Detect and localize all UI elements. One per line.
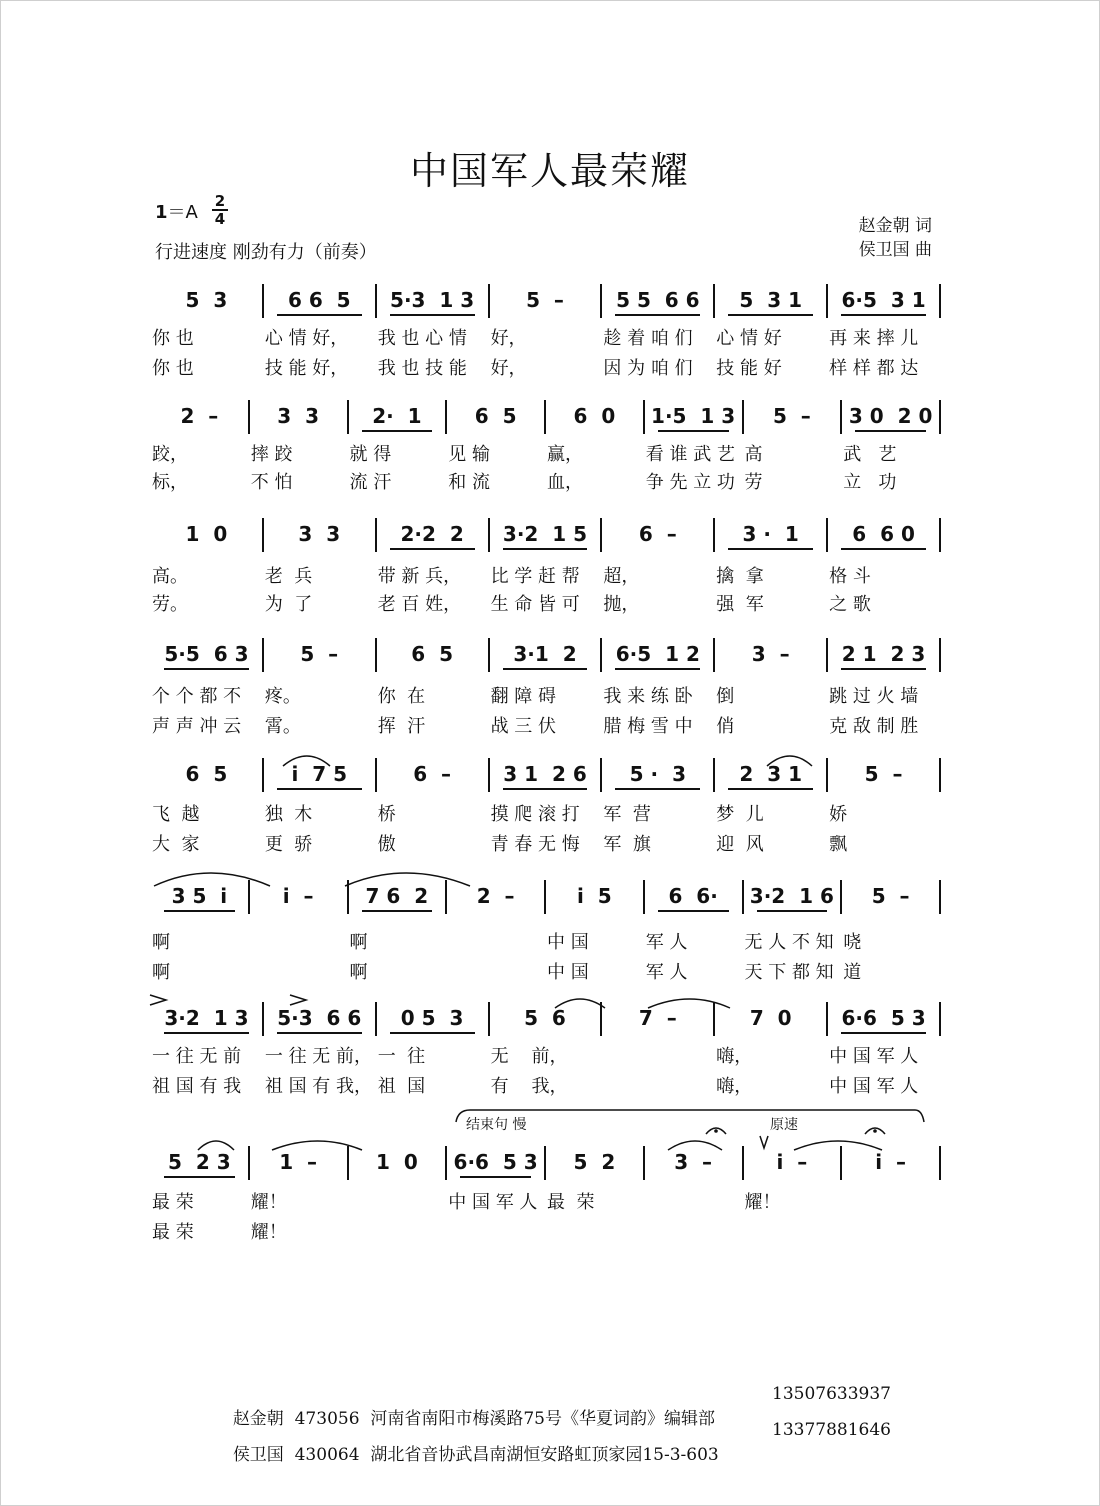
lyric-syllables: 啊 xyxy=(349,932,368,953)
barline xyxy=(939,1002,941,1036)
beam-underline xyxy=(841,314,926,316)
barline xyxy=(826,518,828,552)
measure-notes: 6 5 xyxy=(474,404,517,428)
beam-underline xyxy=(615,668,700,670)
lyric-syllables: 中 国 军 人 xyxy=(829,1046,919,1067)
lyric-line-2 xyxy=(150,960,940,986)
lyric-syllables: 最 荣 xyxy=(152,1192,194,1213)
barline xyxy=(375,518,377,552)
lyric-line-1 xyxy=(150,1190,940,1216)
lyricist-credit: 赵金朝 词 xyxy=(858,216,932,236)
lyric-syllables: 啊 xyxy=(152,962,170,983)
lyric-syllables: 争 先 立 功 xyxy=(645,472,735,493)
lyric-line-1 xyxy=(150,564,940,590)
lyric-syllables: 军 人 xyxy=(645,962,688,983)
measure-notes: 5 2 xyxy=(573,1150,616,1174)
measure-notes: 5 – xyxy=(300,642,339,666)
barline xyxy=(347,880,349,914)
beam-underline xyxy=(362,430,433,432)
measure-notes: 7 0 xyxy=(749,1006,792,1030)
lyric-syllables: 一 往 xyxy=(377,1046,426,1067)
measure-notes: i 5 xyxy=(577,884,612,908)
barline xyxy=(375,638,377,672)
barline xyxy=(262,758,264,792)
lyric-line-2 xyxy=(150,356,940,382)
lyric-syllables: 最 荣 xyxy=(547,1192,595,1213)
measure-notes: 3·2 1 3 xyxy=(164,1006,249,1030)
lyric-syllables: 再 来 摔 儿 xyxy=(829,328,919,349)
measure-notes: 7 6 2 xyxy=(365,884,429,908)
lyric-line-2 xyxy=(150,832,940,858)
lyric-line-1 xyxy=(150,326,940,352)
lyric-line-2 xyxy=(150,470,940,496)
barline xyxy=(600,1002,602,1036)
measure-notes: 5 5 6 6 xyxy=(616,288,700,312)
lyric-syllables: 青 春 无 悔 xyxy=(490,834,580,855)
barline xyxy=(826,758,828,792)
lyric-line-1 xyxy=(150,1044,940,1070)
beam-underline xyxy=(164,1176,235,1178)
lyric-syllables: 祖 国 有 我 xyxy=(152,1076,242,1097)
key-signature: 1＝A xyxy=(155,202,198,223)
beam-underline xyxy=(757,910,828,912)
barline xyxy=(939,400,941,434)
lyric-syllables: 挥 汗 xyxy=(377,716,426,737)
notation-row xyxy=(150,636,940,672)
lyric-syllables: 克 敌 制 胜 xyxy=(829,716,919,737)
tempo-marking: 行进速度 刚劲有力（前奏） xyxy=(155,242,377,263)
lyric-syllables: 好， xyxy=(490,358,527,379)
lyric-syllables: 飘 xyxy=(829,834,848,855)
lyric-syllables: 无 人 不 知 xyxy=(744,932,834,953)
lyric-syllables: 看 谁 武 艺 xyxy=(645,444,735,465)
lyric-syllables: 中 国 xyxy=(547,932,589,953)
lyric-syllables: 哓 xyxy=(843,932,862,953)
lyric-syllables: 中 国 军 人 xyxy=(829,1076,919,1097)
lyric-syllables: 我 来 练 卧 xyxy=(603,686,693,707)
beam-underline xyxy=(460,1176,531,1178)
beam-underline xyxy=(277,1032,362,1034)
measure-notes: i – xyxy=(875,1150,907,1174)
lyric-syllables: 俏 xyxy=(716,716,735,737)
lyric-syllables: 军 旗 xyxy=(603,834,651,855)
lyric-syllables: 更 骄 xyxy=(264,834,313,855)
measure-notes: 5 6 xyxy=(524,1006,566,1030)
footer-line-2: 侯卫国 430064 湖北省音协武昌南湖恒安路虹顶家园15-3-603 13377881646 xyxy=(232,1420,891,1465)
barline xyxy=(600,284,602,318)
barline xyxy=(713,518,715,552)
lyric-syllables: 有 我， xyxy=(490,1076,568,1097)
lyric-syllables: 梦 儿 xyxy=(716,804,764,825)
lyric-syllables: 超， xyxy=(603,566,640,587)
barline xyxy=(840,1146,842,1180)
lyric-syllables: 高。 xyxy=(152,566,188,587)
measure-notes: 5·5 6 3 xyxy=(164,642,249,666)
lyric-syllables: 战 三 伏 xyxy=(490,716,557,737)
lyric-line-1 xyxy=(150,802,940,828)
barline xyxy=(248,1146,250,1180)
tempo-resume-label: 原速 xyxy=(770,1117,798,1133)
measure-notes: 3 1 2 6 xyxy=(503,762,587,786)
barline xyxy=(600,518,602,552)
lyric-syllables: 就 得 xyxy=(349,444,392,465)
beam-underline xyxy=(390,548,475,550)
barline xyxy=(488,518,490,552)
lyric-syllables: 跳 过 火 墙 xyxy=(829,686,919,707)
measure-notes: 6 – xyxy=(413,762,452,786)
barline xyxy=(600,638,602,672)
barline xyxy=(347,1146,349,1180)
lyric-syllables: 腊 梅 雪 中 xyxy=(603,716,693,737)
measure-notes: 3·2 1 6 xyxy=(749,884,834,908)
measure-notes: 3 0 2 0 xyxy=(848,404,933,428)
barline xyxy=(939,638,941,672)
measure-notes: 2 – xyxy=(476,884,515,908)
lyric-syllables: 你 也 xyxy=(152,328,194,349)
barline xyxy=(262,1002,264,1036)
lyric-syllables: 最 荣 xyxy=(152,1222,194,1243)
beam-underline xyxy=(841,1032,926,1034)
measure-notes: 7 – xyxy=(638,1006,677,1030)
beam-underline xyxy=(658,430,729,432)
measure-notes: 5 3 1 xyxy=(739,288,803,312)
lyric-syllables: 擒 拿 xyxy=(716,566,764,587)
lyric-syllables: 强 军 xyxy=(716,594,764,615)
lyric-line-2 xyxy=(150,1220,940,1246)
lyric-syllables: 之 歌 xyxy=(829,594,871,615)
lyric-syllables: 你 在 xyxy=(377,686,426,707)
lyric-syllables: 大 家 xyxy=(152,834,200,855)
measure-notes: 5 – xyxy=(864,762,903,786)
barline xyxy=(248,880,250,914)
lyric-line-1 xyxy=(150,930,940,956)
lyric-syllables: 立 功 xyxy=(843,472,897,493)
barline xyxy=(544,1146,546,1180)
barline xyxy=(347,400,349,434)
barline xyxy=(600,758,602,792)
barline xyxy=(742,880,744,914)
barline xyxy=(713,1002,715,1036)
lyric-syllables: 血， xyxy=(547,472,583,493)
lyric-syllables: 老 百 姓， xyxy=(377,594,462,615)
barline xyxy=(544,880,546,914)
lyric-syllables: 个 个 都 不 xyxy=(152,686,242,707)
lyric-syllables: 赢， xyxy=(547,444,583,465)
lyric-syllables: 我 也 技 能 xyxy=(377,358,467,379)
measure-notes: 5 – xyxy=(526,288,564,312)
beam-underline xyxy=(728,788,813,790)
lyric-syllables: 啊 xyxy=(349,962,368,983)
time-signature: 2 4 xyxy=(212,193,228,227)
lyric-syllables: 中 国 xyxy=(547,962,589,983)
measure-notes: 2·2 2 xyxy=(400,522,464,546)
measure-notes: 6·5 1 2 xyxy=(615,642,700,666)
measure-notes: 3·1 2 xyxy=(513,642,577,666)
lyric-syllables: 祖 国 xyxy=(377,1076,426,1097)
lyric-syllables: 不 怕 xyxy=(250,472,293,493)
beam-underline xyxy=(503,788,588,790)
lyric-syllables: 摔 跤 xyxy=(250,444,293,465)
lyric-syllables: 倒 xyxy=(716,686,735,707)
beam-underline xyxy=(728,314,813,316)
barline xyxy=(826,1002,828,1036)
beam-underline xyxy=(390,314,475,316)
notation-row xyxy=(150,1000,940,1036)
lyric-syllables: 武 艺 xyxy=(843,444,897,465)
beam-underline xyxy=(503,668,588,670)
lyric-syllables: 样 样 都 达 xyxy=(829,358,919,379)
barline xyxy=(375,758,377,792)
barline xyxy=(488,284,490,318)
barline xyxy=(488,1002,490,1036)
barline xyxy=(643,400,645,434)
measure-notes: 6·6 5 3 xyxy=(453,1150,538,1174)
lyric-syllables: 中 国 军 人 xyxy=(448,1192,538,1213)
lyric-syllables: 心 情 好 xyxy=(716,328,782,349)
barline xyxy=(643,880,645,914)
measure-notes: 5·3 1 3 xyxy=(390,288,475,312)
notation-row xyxy=(150,756,940,792)
barline xyxy=(939,284,941,318)
measure-notes: 2· 1 xyxy=(372,404,422,428)
barline xyxy=(939,518,941,552)
lyric-syllables: 桥 xyxy=(377,804,396,825)
lyric-syllables: 一 往 无 前， xyxy=(264,1046,373,1067)
lyric-syllables: 为 了 xyxy=(264,594,313,615)
barline xyxy=(248,400,250,434)
lyric-syllables: 你 也 xyxy=(152,358,194,379)
lyric-line-1 xyxy=(150,442,940,468)
lyric-syllables: 高 xyxy=(744,444,763,465)
notation-row xyxy=(150,878,940,914)
measure-notes: 2 1 2 3 xyxy=(841,642,926,666)
barline xyxy=(939,758,941,792)
barline xyxy=(826,638,828,672)
lyric-syllables: 生 命 皆 可 xyxy=(490,594,580,615)
lyric-syllables: 老 兵 xyxy=(264,566,313,587)
barline xyxy=(445,880,447,914)
lyric-syllables: 耀！ xyxy=(250,1222,287,1243)
lyric-syllables: 娇 xyxy=(829,804,848,825)
measure-notes: 5·3 6 6 xyxy=(277,1006,362,1030)
measure-notes: 1·5 1 3 xyxy=(651,404,736,428)
lyric-syllables: 军 营 xyxy=(603,804,651,825)
measure-notes: i – xyxy=(282,884,314,908)
beam-underline xyxy=(390,1032,475,1034)
lyric-syllables: 军 人 xyxy=(645,932,688,953)
barline xyxy=(375,1002,377,1036)
barline xyxy=(445,1146,447,1180)
lyric-syllables: 趁 着 咱 们 xyxy=(603,328,693,349)
barline xyxy=(375,284,377,318)
measure-notes: 5 2 3 xyxy=(168,1150,231,1174)
measure-notes: 5 · 3 xyxy=(629,762,686,786)
beam-underline xyxy=(615,788,700,790)
lyric-syllables: 心 情 好， xyxy=(264,328,349,349)
barline xyxy=(445,400,447,434)
measure-notes: 3 3 xyxy=(298,522,341,546)
beam-underline xyxy=(841,548,926,550)
measure-notes: 6·6 5 3 xyxy=(841,1006,926,1030)
lyric-syllables: 翻 障 碍 xyxy=(490,686,557,707)
measure-notes: i – xyxy=(776,1150,808,1174)
barline xyxy=(544,400,546,434)
measure-notes: 6 5 xyxy=(411,642,453,666)
measure-notes: 5 – xyxy=(871,884,910,908)
credits xyxy=(859,214,932,262)
notation-row xyxy=(150,1144,940,1180)
lyric-syllables: 劳 xyxy=(744,472,763,493)
measure-notes: 6 5 xyxy=(185,762,228,786)
lyric-syllables: 疼。 xyxy=(264,686,301,707)
lyric-syllables: 独 木 xyxy=(264,804,313,825)
lyric-syllables: 耀！ xyxy=(744,1192,781,1213)
beam-underline xyxy=(615,314,700,316)
measure-notes: 1 0 xyxy=(375,1150,418,1174)
lyric-syllables: 嗨， xyxy=(716,1046,753,1067)
lyric-syllables: 声 声 冲 云 xyxy=(152,716,242,737)
beam-underline xyxy=(277,788,362,790)
lyric-line-2 xyxy=(150,592,940,618)
barline xyxy=(643,1146,645,1180)
measure-notes: i 7 5 xyxy=(291,762,348,786)
lyric-syllables: 见 输 xyxy=(448,444,490,465)
lyric-syllables: 啊 xyxy=(152,932,170,953)
composer-credit: 侯卫国 曲 xyxy=(858,240,932,260)
measure-notes: 3 · 1 xyxy=(742,522,799,546)
measure-notes: 5 – xyxy=(772,404,811,428)
beam-underline xyxy=(277,314,362,316)
lyric-syllables: 傲 xyxy=(377,834,396,855)
measure-notes: 2 3 1 xyxy=(739,762,803,786)
barline xyxy=(262,284,264,318)
barline xyxy=(262,638,264,672)
lyric-syllables: 技 能 好， xyxy=(264,358,349,379)
barline xyxy=(713,638,715,672)
notation-row xyxy=(150,398,940,434)
beam-underline xyxy=(362,910,433,912)
measure-notes: 3 – xyxy=(674,1150,713,1174)
barline xyxy=(713,284,715,318)
measure-notes: 6 6 5 xyxy=(287,288,351,312)
beam-underline xyxy=(855,430,926,432)
lyric-syllables: 一 往 无 前 xyxy=(152,1046,242,1067)
barline xyxy=(840,880,842,914)
beam-underline xyxy=(164,668,249,670)
measure-notes: 6 6· xyxy=(668,884,718,908)
measure-notes: 3·2 1 5 xyxy=(502,522,588,546)
measure-notes: 6 – xyxy=(638,522,677,546)
lyric-syllables: 流 汗 xyxy=(349,472,392,493)
lyric-syllables: 格 斗 xyxy=(829,566,871,587)
barline xyxy=(713,758,715,792)
lyric-syllables: 跤， xyxy=(152,444,188,465)
barline xyxy=(826,284,828,318)
measure-notes: 6·5 3 1 xyxy=(841,288,926,312)
lyric-syllables: 霄。 xyxy=(264,716,301,737)
measure-notes: 5 3 xyxy=(185,288,228,312)
barline xyxy=(262,518,264,552)
lyric-syllables: 劳。 xyxy=(152,594,188,615)
beam-underline xyxy=(164,1032,249,1034)
measure-notes: 0 5 3 xyxy=(400,1006,464,1030)
barline xyxy=(840,400,842,434)
lyric-line-2 xyxy=(150,714,940,740)
measure-notes: 6 6 0 xyxy=(852,522,915,546)
measure-notes: 2 – xyxy=(180,404,219,428)
measure-notes: 3 3 xyxy=(277,404,319,428)
measure-notes: 1 – xyxy=(279,1150,318,1174)
lyric-syllables: 我 也 心 情 xyxy=(377,328,467,349)
lyric-syllables: 飞 越 xyxy=(152,804,200,825)
measure-notes: 6 0 xyxy=(573,404,616,428)
lyric-line-1 xyxy=(150,684,940,710)
barline xyxy=(742,400,744,434)
beam-underline xyxy=(658,910,729,912)
ending-label: 结束句 慢 xyxy=(466,1117,527,1133)
lyric-syllables: 摸 爬 滚 打 xyxy=(490,804,580,825)
measure-notes: 1 0 xyxy=(185,522,228,546)
lyric-syllables: 带 新 兵， xyxy=(377,566,462,587)
lyric-syllables: 耀！ xyxy=(250,1192,287,1213)
beam-underline xyxy=(728,548,813,550)
lyric-syllables: 天 下 都 知 xyxy=(744,962,834,983)
lyric-syllables: 迎 风 xyxy=(716,834,764,855)
beam-underline xyxy=(503,548,588,550)
lyric-syllables: 道 xyxy=(843,962,862,983)
notation-row xyxy=(150,282,940,318)
lyric-syllables: 技 能 好 xyxy=(716,358,782,379)
lyric-syllables: 好， xyxy=(490,328,527,349)
measure-notes: 3 – xyxy=(751,642,790,666)
lyric-syllables: 无 前， xyxy=(490,1046,568,1067)
barline xyxy=(939,1146,941,1180)
lyric-syllables: 和 流 xyxy=(448,472,490,493)
measure-notes: 3 5 i xyxy=(171,884,228,908)
lyric-line-2 xyxy=(150,1074,940,1100)
lyric-syllables: 因 为 咱 们 xyxy=(603,358,693,379)
barline xyxy=(488,758,490,792)
barline xyxy=(742,1146,744,1180)
lyric-syllables: 标， xyxy=(152,472,188,493)
barline xyxy=(488,638,490,672)
song-title: 中国军人最荣耀 xyxy=(409,149,690,193)
beam-underline xyxy=(841,668,926,670)
lyric-syllables: 祖 国 有 我， xyxy=(264,1076,373,1097)
lyric-syllables: 抛， xyxy=(603,594,640,615)
beam-underline xyxy=(164,910,235,912)
footer-line-1: 赵金朝 473056 河南省南阳市梅溪路75号《华夏词韵》编辑部 13507633937 xyxy=(232,1384,891,1429)
notation-row xyxy=(150,516,940,552)
lyric-syllables: 比 学 赶 帮 xyxy=(490,566,580,587)
lyric-syllables: 嗨， xyxy=(716,1076,753,1097)
barline xyxy=(939,880,941,914)
